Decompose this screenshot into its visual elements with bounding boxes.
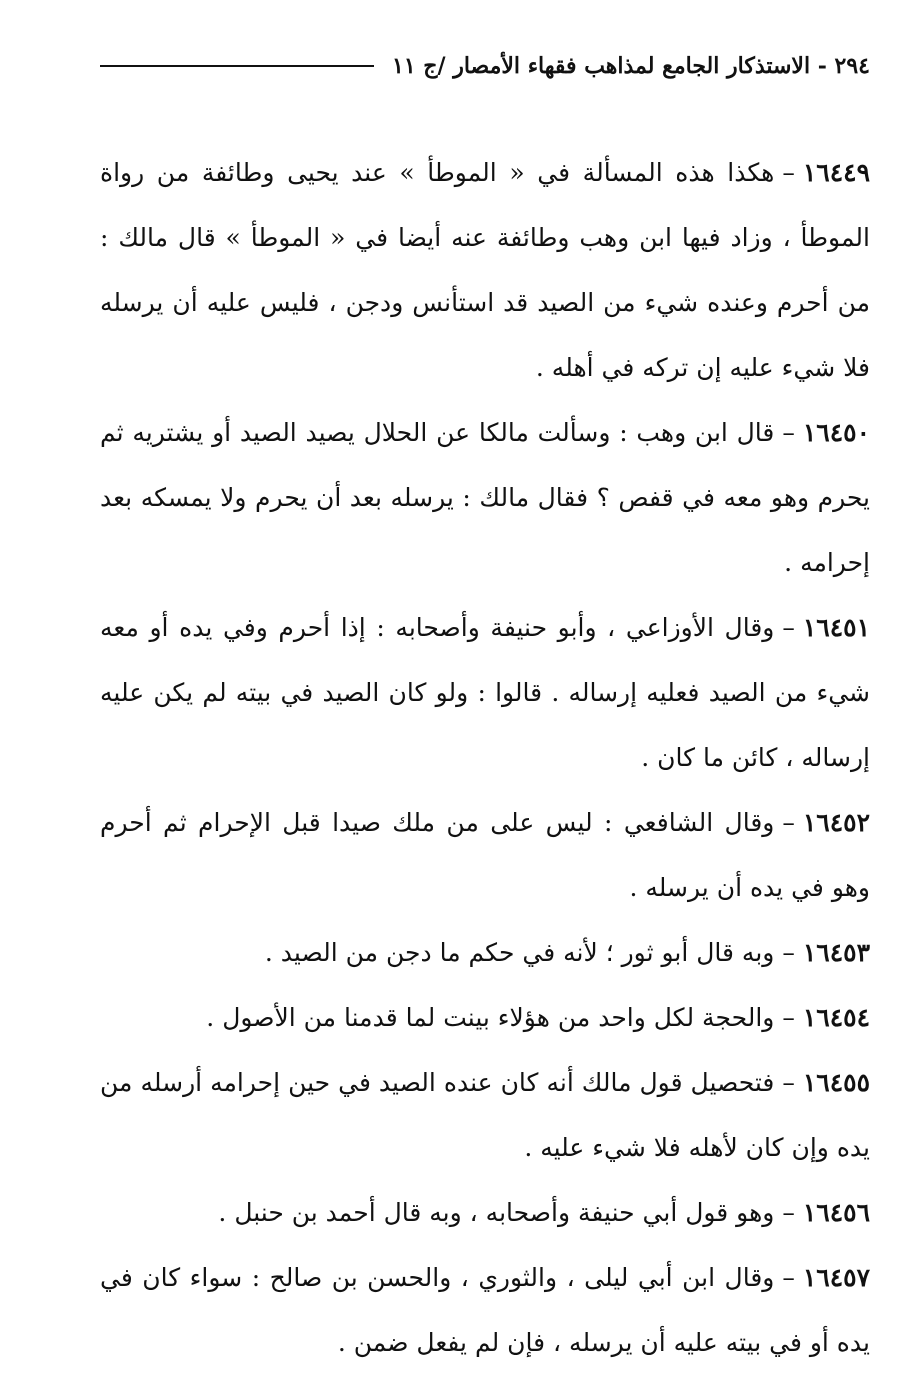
paragraph-text: وقال الأوزاعي ، وأبو حنيفة وأصحابه : إذا أحرم وفي يده أو معه شيء من الصيد فعليه إرساله . قالوا : ولو كان الصيد في بيته لم يكن عليه إرساله ، كائن ما كان . (100, 613, 870, 772)
paragraph (100, 1180, 870, 1245)
dash-separator: – (782, 1068, 795, 1097)
paragraph-number: ١٦٤٥٤ (802, 1003, 870, 1032)
dash-separator: – (782, 613, 795, 642)
header-rule (100, 65, 374, 67)
paragraph-number: ١٦٤٥٦ (802, 1198, 870, 1227)
dash-separator: – (782, 808, 795, 837)
paragraph-text: وقال ابن أبي ليلى ، والثوري ، والحسن بن صالح : سواء كان في يده أو في بيته عليه أن يرسله ، فإن لم يفعل ضمن . (100, 1263, 870, 1357)
paragraph-number: ١٦٤٥٣ (802, 938, 870, 967)
paragraph (100, 790, 870, 920)
paragraph-text: وبه قال أبو ثور ؛ لأنه في حكم ما دجن من الصيد . (264, 938, 775, 967)
dash-separator: – (782, 1263, 795, 1292)
paragraph-number: ١٦٤٥٧ (802, 1263, 870, 1292)
header-title: ٢٩٤ - الاستذكار الجامع لمذاهب فقهاء الأمصار /ج ١١ (392, 53, 870, 79)
paragraph (100, 985, 870, 1050)
paragraph (100, 595, 870, 790)
running-header (100, 46, 870, 86)
paragraph-text: وهو قول أبي حنيفة وأصحابه ، وبه قال أحمد بن حنبل . (218, 1198, 775, 1227)
dash-separator: – (782, 1003, 795, 1032)
dash-separator: – (782, 158, 795, 187)
dash-separator: – (782, 418, 795, 447)
paragraph-text: فتحصيل قول مالك أنه كان عنده الصيد في حين إحرامه أرسله من يده وإن كان لأهله فلا شيء عليه . (100, 1068, 870, 1162)
paragraph-text: والحجة لكل واحد من هؤلاء بينت لما قدمنا من الأصول . (206, 1003, 775, 1032)
paragraph (100, 920, 870, 985)
paragraph-number: ١٦٤٥٠ (802, 418, 870, 447)
paragraph-number: ١٦٤٤٩ (802, 158, 870, 187)
dash-separator: – (782, 1198, 795, 1227)
paragraph-text: قال ابن وهب : وسألت مالكا عن الحلال يصيد الصيد أو يشتريه ثم يحرم وهو معه في قفص ؟ فقال مالك : يرسله بعد أن يحرم ولا يمسكه بعد إحرامه . (100, 418, 870, 577)
paragraph-number: ١٦٤٥٥ (802, 1068, 870, 1097)
page-body (100, 140, 870, 1375)
paragraph-text: وقال الشافعي : ليس على من ملك صيدا قبل الإحرام ثم أحرم وهو في يده أن يرسله . (100, 808, 870, 902)
paragraph (100, 400, 870, 595)
dash-separator: – (782, 938, 795, 967)
paragraph (100, 140, 870, 400)
paragraph-number: ١٦٤٥٢ (802, 808, 870, 837)
paragraph-number: ١٦٤٥١ (802, 613, 870, 642)
paragraph (100, 1050, 870, 1180)
paragraph (100, 1245, 870, 1375)
paragraph-text: هكذا هذه المسألة في « الموطأ » عند يحيى وطائفة من رواة الموطأ ، وزاد فيها ابن وهب وطائفة عنه أيضا في « الموطأ » قال مالك : من أحرم وعنده شيء من الصيد قد استأنس ودجن ، فليس عليه أن يرسله فلا شيء عليه إن تركه في أهله . (100, 158, 870, 382)
